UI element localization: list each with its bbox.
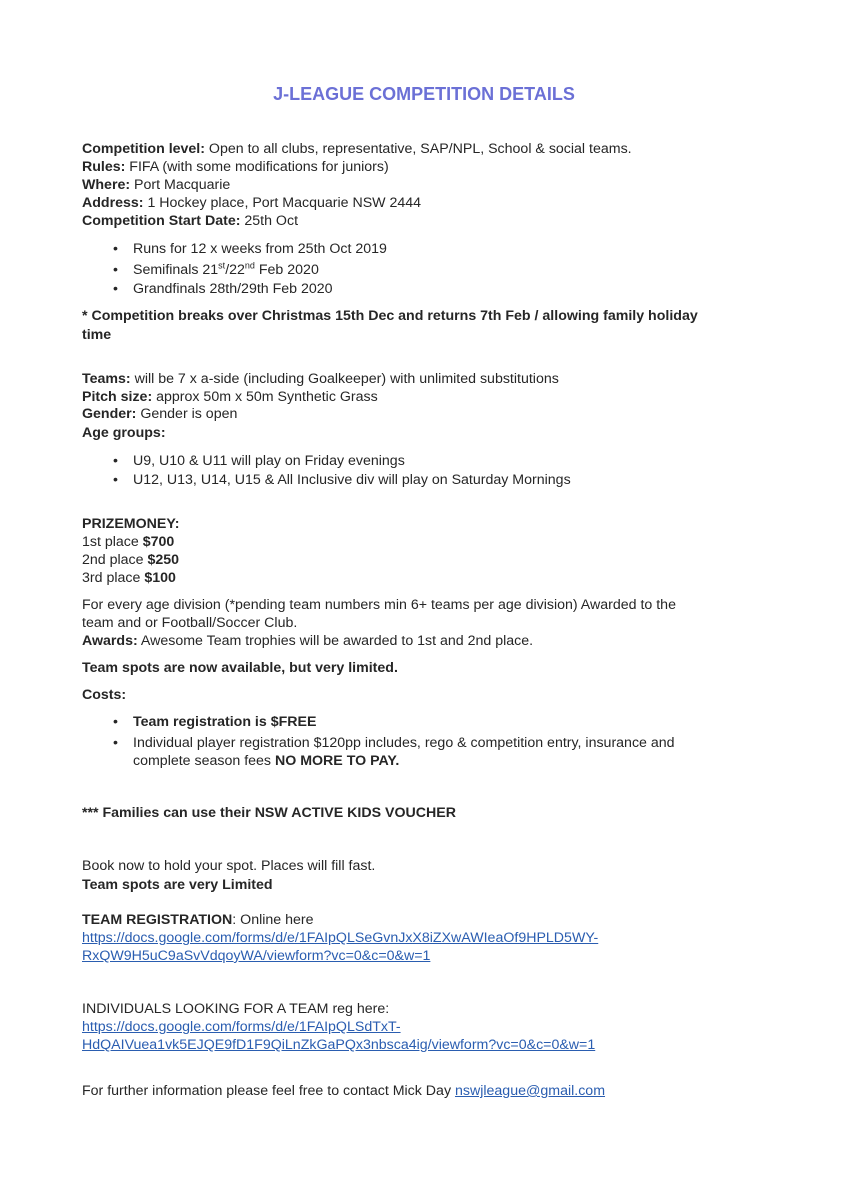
prize-note: For every age division (*pending team numbers min 6+ teams per age division) Awarded to the — [82, 597, 676, 613]
team-registration: TEAM REGISTRATION: Online here — [82, 912, 314, 928]
bullet-icon: • — [113, 262, 118, 278]
book-now: Book now to hold your spot. Places will fill fast. — [82, 858, 376, 874]
age-groups-heading: Age groups: — [82, 425, 166, 441]
individual-registration-link-continued[interactable]: HdQAIVuea1vk5EJQE9fD1F9QiLnZkGaPQx3nbsca4ig/viewform?vc=0&c=0&w=1 — [82, 1037, 596, 1053]
start-date: Competition Start Date: 25th Oct — [82, 213, 299, 229]
team-registration-link-continued[interactable]: RxQW9H5uC9aSvVdqoyWA/viewform?vc=0&c=0&w=1 — [82, 948, 431, 964]
prize-note-continued: team and or Football/Soccer Club. — [82, 615, 298, 631]
bullet-icon: • — [113, 241, 118, 257]
first-place: 1st place $700 — [82, 534, 175, 550]
bullet-icon: • — [113, 453, 118, 469]
individual-registration-link[interactable]: https://docs.google.com/forms/d/e/1FAIpQLSdTxT- — [82, 1019, 401, 1035]
pitch-size: Pitch size: approx 50m x 50m Synthetic Grass — [82, 389, 378, 405]
awards: Awards: Awesome Team trophies will be awarded to 1st and 2nd place. — [82, 633, 534, 649]
break-note-continued: time — [82, 327, 112, 343]
second-place: 2nd place $250 — [82, 552, 180, 568]
rules: Rules: FIFA (with some modifications for juniors) — [82, 159, 389, 175]
teams: Teams: will be 7 x a-side (including Goalkeeper) with unlimited substitutions — [82, 371, 559, 387]
address: Address: 1 Hockey place, Port Macquarie NSW 2444 — [82, 195, 422, 211]
gender: Gender: Gender is open — [82, 406, 238, 422]
bullet-icon: • — [113, 472, 118, 488]
bullet-icon: • — [113, 714, 118, 730]
team-spots-note: Team spots are now available, but very limited. — [82, 660, 398, 676]
contact-line: For further information please feel free to contact Mick Day nswjleague@gmail.com — [82, 1083, 606, 1099]
bullet-icon: • — [113, 281, 118, 297]
costs-heading: Costs: — [82, 687, 127, 703]
document-page: J-LEAGUE COMPETITION DETAILS Competition level: Open to all clubs, representative, SAP/NPL, School & social teams. Rules: FIFA (with some modifications for juniors) Where: Port Macquarie Address: 1 Hockey place, Port Macquarie NSW 2444 Competition Start Date: 25th Oct • Runs for 12 x weeks from 25th Oct 2019 • Semifinals 21st/22nd Feb 2020 • Grandfinals 28th/29th Feb 2020 * Competition breaks over Christmas 15th Dec and returns 7th Feb / allowing family holiday time Teams: will be 7 x a-side (including Goalkeeper) with unlimited substitutions Pitch size: approx 50m x 50m Synthetic Grass Gender: Gender is open Age groups: • U9, U10 & U11 will play on Friday evenings • U12, U13, U14, U15 & All Inclusive div will play on Saturday Mornings PRIZEMONEY: 1st place $700 2nd place $250 3rd place $100 For every age division (*pending team numbers min 6+ teams per age division) Awarded to the team and or Football/Soccer Club. Awards: Awesome Team trophies will be awarded to 1st and 2nd place. Team spots are now available, but very limited. Costs: • Team registration is $FREE • Individual player registration $120pp includes, rego & competition entry, insurance and complete season fees NO MORE TO PAY. *** Families can use their NSW ACTIVE KIDS VOUCHER Book now to hold your spot. Places will fill fast. Team spots are very Limited TEAM REGISTRATION: Online here https://docs.google.com/forms/d/e/1FAIpQLSeGvnJxX8iZXwAWIeaOf9HPLD5WY- RxQW9H5uC9aSvVdqoyWA/viewform?vc=0&c=0&w=1 INDIVIDUALS LOOKING FOR A TEAM reg here: https://docs.google.com/forms/d/e/1FAIpQLSdTxT- HdQAIVuea1vk5EJQE9fD1F9QiLnZkGaPQx3nbsca4ig/viewform?vc=0&c=0&w=1 For further information please feel free to contact Mick Day nswjleague@gmail.com — [0, 0, 848, 1200]
prizemoney-heading: PRIZEMONEY: — [82, 516, 180, 532]
bullet-icon: • — [113, 735, 118, 751]
break-note: * Competition breaks over Christmas 15th Dec and returns 7th Feb / allowing family holiday — [82, 308, 698, 324]
voucher-note: *** Families can use their NSW ACTIVE KIDS VOUCHER — [82, 805, 456, 821]
contact-email-link[interactable]: nswjleague@gmail.com — [454, 1083, 606, 1099]
where: Where: Port Macquarie — [82, 177, 231, 193]
limited-spots: Team spots are very Limited — [82, 877, 273, 893]
competition-level: Competition level: Open to all clubs, representative, SAP/NPL, School & social teams. — [82, 141, 632, 157]
page-title: J-LEAGUE COMPETITION DETAILS — [273, 84, 575, 104]
individual-registration: INDIVIDUALS LOOKING FOR A TEAM reg here: — [82, 1001, 390, 1017]
team-registration-link[interactable]: https://docs.google.com/forms/d/e/1FAIpQLSeGvnJxX8iZXwAWIeaOf9HPLD5WY- — [82, 930, 599, 946]
third-place: 3rd place $100 — [82, 570, 176, 586]
